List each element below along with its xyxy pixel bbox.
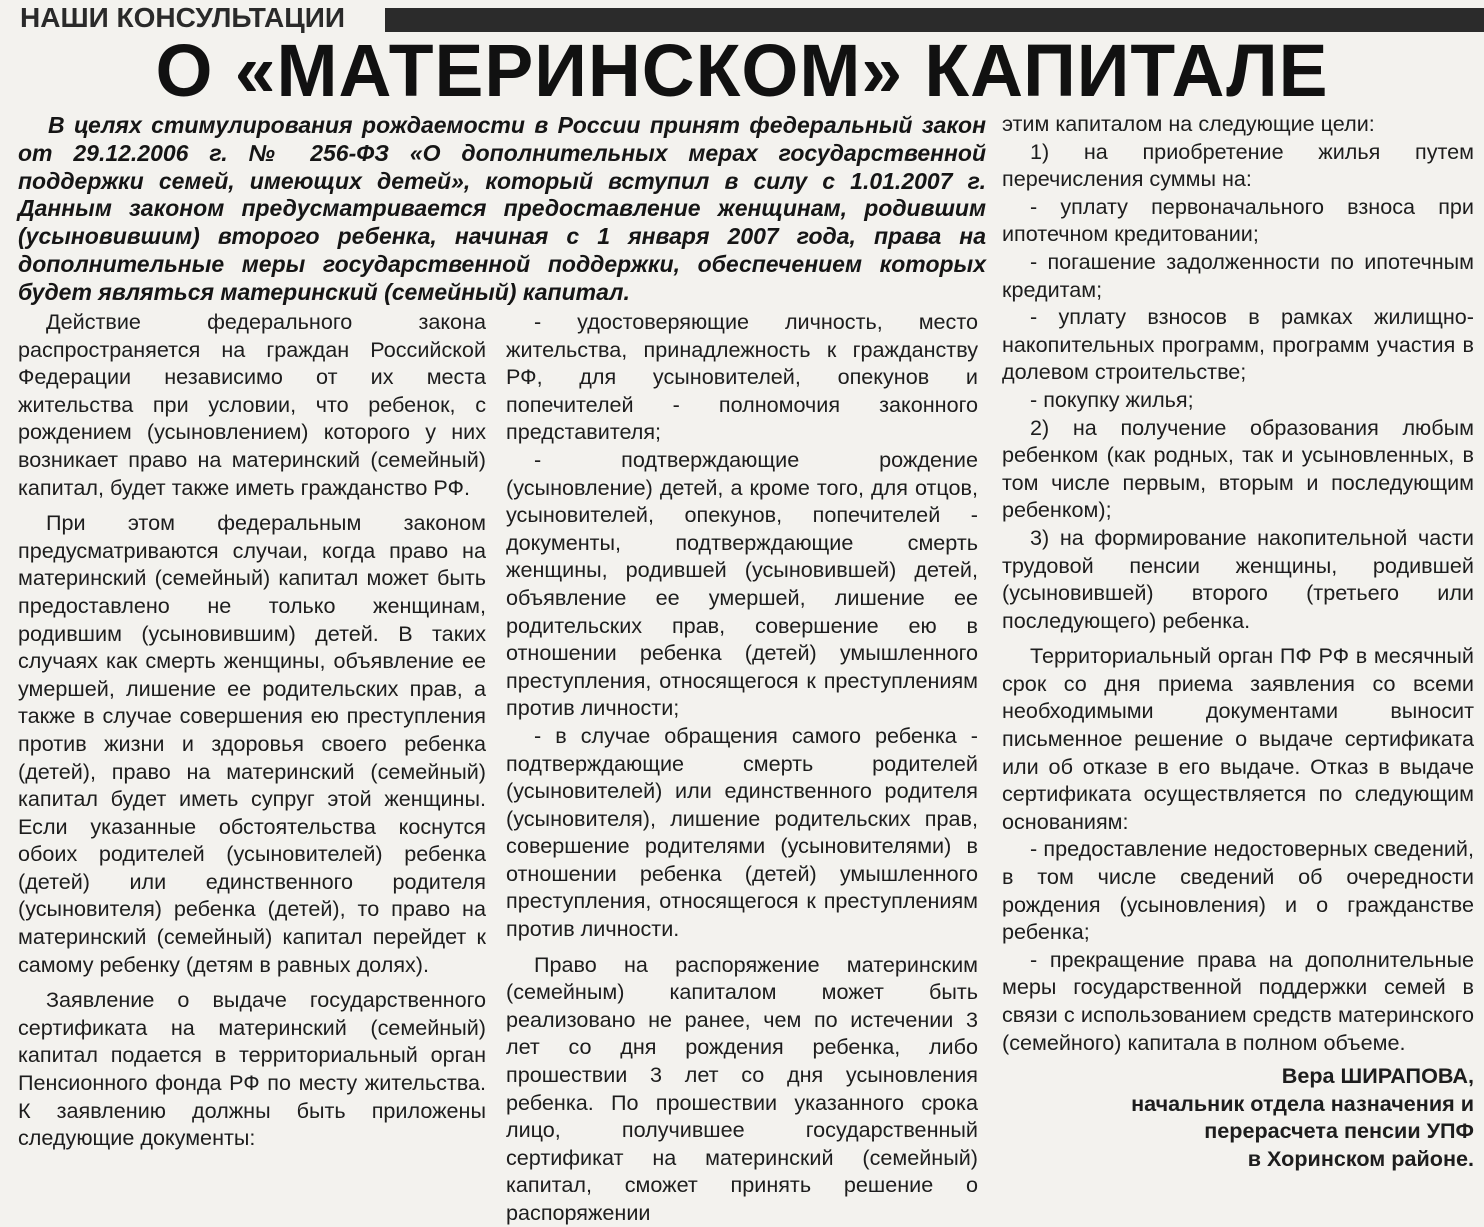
- paragraph: Заявление о выдаче государственного сертификата на материнский (семейный) капитал подается в территориальный орган Пенсионного фонда РФ по месту жительства. К заявлению должны быть приложены следующие документы:: [18, 987, 486, 1151]
- author-signature: [1002, 1062, 1474, 1172]
- list-item: 1) на приобретение жилья путем перечисления суммы на:: [1002, 138, 1474, 192]
- author-title: начальник отдела назначения и: [1131, 1090, 1474, 1116]
- list-item: - в случае обращения самого ребенка - подтверждающие смерть родителей (усыновителей) или единственного родителя (усыновителя), лишение родительских прав, совершение родителями (усыновителями) в отношении ребенка (детей) умышленного преступления, относящегося к преступлениям против личности.: [506, 722, 978, 942]
- list-item: - погашение задолженности по ипотечным кредитам;: [1002, 248, 1474, 302]
- text-column-2: [506, 308, 978, 1227]
- list-item: - подтверждающие рождение (усыновление) детей, а кроме того, для отцов, усыновителей, опекунов, попечителей - документы, подтверждающие смерть женщины, родившей (усыновившей) детей, объявление ее умершей, лишение ее родительских прав, совершение ею в отношении ребенка (детей) умышленного преступления, относящегося к преступлениям против личности;: [506, 446, 978, 721]
- list-item: - удостоверяющие личность, место жительства, принадлежность к гражданству РФ, для усыновителей, опекунов и попечителей - полномочия законного представителя;: [506, 309, 978, 445]
- author-name: Вера ШИРАПОВА,: [1281, 1063, 1474, 1089]
- paragraph: этим капиталом на следующие цели:: [1002, 111, 1375, 136]
- article-lead: В целях стимулирования рождаемости в России принят федеральный закон от 29.12.2006 г. № 256-ФЗ «О дополнительных мерах государственной поддержки семей, имеющих детей», который вступил в силу с 1.01.2007 г. Данным законом предусматривается предоставление женщинам, родившим (усыновившим) второго ребенка, начиная с 1 января 2007 года, права на дополнительные меры государственной поддержки, обеспечением которых будет являться материнский (семейный) капитал.: [18, 112, 986, 305]
- list-item: - покупку жилья;: [1030, 386, 1194, 412]
- author-title: перерасчета пенсии УПФ: [1204, 1118, 1474, 1144]
- list-item: - прекращение права на дополнительные меры государственной поддержки семей в связи с использованием средств материнского (семейного) капитала в полном объеме.: [1002, 946, 1474, 1055]
- list-item: - предоставление недостоверных сведений, в том числе сведений об очередности рождения (усыновления) и о гражданстве ребенка;: [1002, 836, 1474, 945]
- paragraph: Действие федерального закона распространяется на граждан Российской Федерации независимо от их места жительства при условии, что ребенок, с рождением (усыновлением) которого у них возникает право на материнский (семейный) капитал, будет также иметь гражданство РФ.: [18, 309, 486, 500]
- list-item: - уплату взносов в рамках жилищно-накопительных программ, программ участия в долевом строительстве;: [1002, 304, 1474, 385]
- article-headline: О «МАТЕРИНСКОМ» КАПИТАЛЕ: [155, 29, 1329, 112]
- list-item: 3) на формирование накопительной части трудовой пенсии женщины, родившей (усыновившей) второго (третьего или последующего) ребенка.: [1002, 524, 1474, 633]
- paragraph: При этом федеральным законом предусматриваются случаи, когда право на материнский (семейный) капитал может быть предоставлено не только женщинам, родившим (усыновившим) детей. В таких случаях как смерть женщины, объявление ее умершей, лишение ее родительских прав, а также в случае совершения ею преступления против жизни и здоровья своего ребенка (детей), право на материнский (семейный) капитал будет иметь супруг этой женщины. Если указанные обстоятельства коснутся обоих родителей (усыновителей) ребенка (детей) или единственного родителя (усыновителя) ребенка (детей), то право на материнский (семейный) капитал перейдет к самому ребенку (детям в равных долях).: [18, 510, 486, 977]
- paragraph: Территориальный орган ПФ РФ в месячный срок со дня приема заявления со всеми необходимыми документами выносит письменное решение о выдаче сертификата или об отказе в его выдаче. Отказ в выдаче сертификата осуществляется по следующим основаниям:: [1002, 643, 1474, 834]
- text-column-3: [1002, 110, 1474, 1173]
- author-title: в Хоринском районе.: [1247, 1145, 1474, 1171]
- list-item: 2) на получение образования любым ребенком (как родных, так и усыновленных, в том числе первым, вторым и последующим ребенком);: [1002, 414, 1474, 523]
- text-column-1: [18, 308, 486, 1152]
- list-item: - уплату первоначального взноса при ипотечном кредитовании;: [1002, 193, 1474, 247]
- rubric-label: НАШИ КОНСУЛЬТАЦИИ: [20, 2, 345, 33]
- paragraph: Право на распоряжение материнским (семейным) капиталом может быть реализовано не ранее, чем по истечении 3 лет со дня рождения ребенка, либо прошествии 3 лет со дня усыновления ребенка. По прошествии указанного срока лицо, получившее государственный сертификат на материнский (семейный) капитал, сможет принять решение о распоряжении: [506, 951, 978, 1225]
